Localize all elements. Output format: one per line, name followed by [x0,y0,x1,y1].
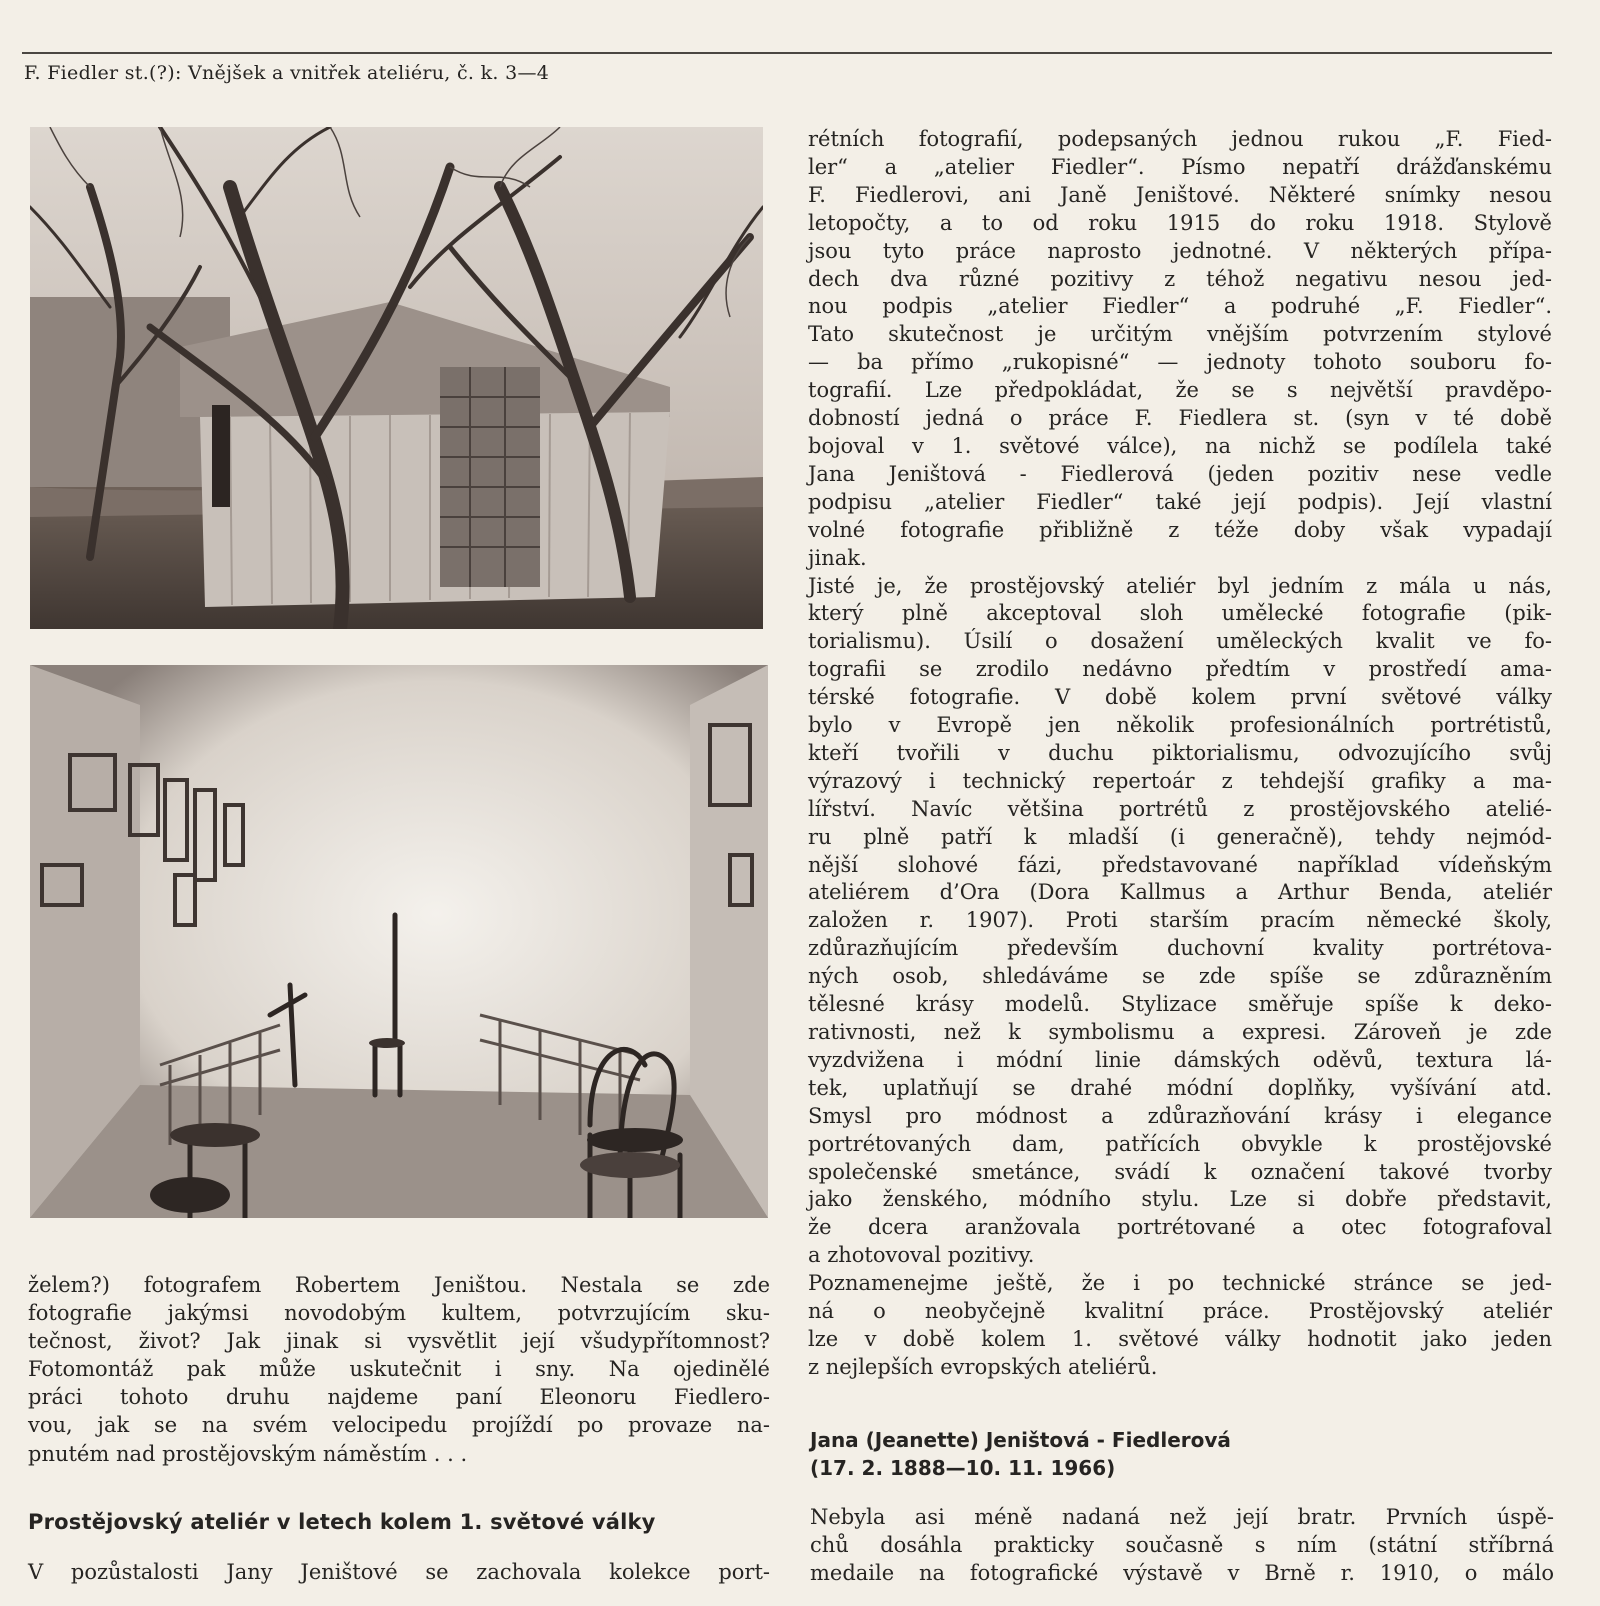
figure-caption: F. Fiedler st.(?): Vnějšek a vnitřek ateliéru, č. k. 3—4 [24,62,550,84]
text-line: z nejlepších evropských ateliérů. [808,1354,1158,1379]
text-line: kteří tvořili v duchu piktorialismu, odvozujícího svůj [808,740,1552,765]
text-line: tografií. Lze předpokládat, že se s největší pravděpo- [808,378,1552,403]
text-line: portrétovaných dam, patřících obvykle k prostějovské [808,1131,1552,1156]
text-line: — ba přímo „rukopisné“ — jednoty tohoto souboru fo- [808,350,1552,375]
text-line: medaile na fotografické výstavě v Brně r. 1910, o málo [810,1561,1554,1586]
text-line: Jisté je, že prostějovský ateliér byl jedním z mála u nás, [808,573,1552,598]
text-line: Smysl pro módnost a zdůrazňování krásy i elegance [808,1103,1552,1128]
text-line: térské fotografie. V době kolem první světové války [808,685,1552,710]
text-line: nou podpis „atelier Fiedler“ a podruhé „F. Fiedler“. [808,294,1552,319]
photo-studio-interior [30,665,768,1218]
text-line: Jana Jeništová - Fiedlerová (jeden pozitiv nese vedle [808,461,1552,486]
text-line: fotografie jakýmsi novodobým kultem, potvrzujícím sku- [28,1301,770,1326]
text-line: a zhotovoval pozitivy. [808,1243,1035,1268]
text-line: ná o neobyčejně kvalitní práce. Prostějovský ateliér [808,1299,1552,1324]
text-line: lze v době kolem 1. světové války hodnotit jako jeden [808,1326,1552,1351]
biography-dates: (17. 2. 1888—10. 11. 1966) [810,1456,1116,1480]
text-line: rativnosti, než k symbolismu a expresi. Zároveň je zde [808,1020,1552,1044]
text-line: V pozůstalosti Jany Jeništové se zachovala kolekce port- [28,1560,770,1584]
text-line: dobností jedná o práce F. Fiedlera st. (syn v té době [808,406,1552,431]
text-line: lířství. Navíc většina portrétů z prostějovského atelié- [808,796,1552,821]
text-line: podpisu „atelier Fiedler“ také její podpis). Její vlastní [808,489,1552,514]
text-line: Poznamenejme ještě, že i po technické stránce se jed- [808,1271,1552,1296]
text-line: založen r. 1907). Proti starším pracím německé školy, [808,908,1552,933]
text-line: tečnost, život? Jak jinak si vysvětlit její všudypřítomnost? [28,1329,770,1354]
text-line: želem?) fotografem Robertem Jeništou. Nestala se zde [28,1273,770,1297]
text-line: jako ženského, módního stylu. Lze si dobře představit, [808,1187,1552,1212]
text-line: rétních fotografií, podepsaných jednou rukou „F. Fied- [808,127,1552,151]
text-line: který plně akceptoval sloh umělecké fotografie (pik- [808,601,1552,626]
text-line: letopočty, a to od roku 1915 do roku 1918. Stylově [808,210,1552,235]
text-line: jsou tyto práce naprosto jednotné. V některých přípa- [808,238,1552,263]
text-line: chů dosáhla prakticky současně s ním (státní stříbrná [810,1533,1554,1558]
text-line: vou, jak se na svém velocipedu projíždí po provaze na- [28,1413,770,1438]
section-heading: Prostějovský ateliér v letech kolem 1. světové války [28,1510,656,1534]
text-line: ných osob, shledáváme se zde spíše se zdůrazněním [808,964,1552,989]
biography-text [810,1503,1554,1588]
text-line: společenské smetánce, svádí k označení takové tvorby [808,1159,1552,1184]
text-line: zdůrazňujícím především duchovní kvality portrétova- [808,936,1552,961]
text-line: Nebyla asi méně nadaná než její bratr. Prvních úspě- [810,1505,1554,1529]
text-line: tělesné krásy modelů. Stylizace směřuje spíše k deko- [808,992,1552,1017]
text-line: volné fotografie přibližně z téže doby však vypadají [808,517,1552,542]
text-line: nější slohové fázi, představované například vídeňským [808,852,1552,877]
text-line: bojoval v 1. světové válce), na nichž se podílela také [808,433,1552,458]
text-line: bylo v Evropě jen několik profesionálních portrétistů, [808,713,1552,738]
right-column-text [808,126,1552,1382]
text-line: ateliérem d’Ora (Dora Kallmus a Arthur Benda, ateliér [808,880,1552,905]
text-line: torialismu). Úsilí o dosažení uměleckých kvalit ve fo- [808,629,1552,654]
photo-studio-exterior [30,127,763,629]
biography-heading [810,1426,1231,1482]
text-line: ru plně patří k mladší (i generačně), tehdy nejmód- [808,824,1552,849]
text-line: výrazový i technický repertoár z tehdejší grafiky a ma- [808,768,1552,793]
text-line: F. Fiedlerovi, ani Janě Jeništové. Některé snímky nesou [808,182,1552,207]
text-line: ler“ a „atelier Fiedler“. Písmo nepatří drážďanskému [808,154,1552,179]
text-line: tek, uplatňují se drahé módní doplňky, vyšívání atd. [808,1075,1552,1100]
top-rule [22,52,1552,54]
left-column-text [28,1271,770,1468]
text-line: tografii se zrodilo nedávno předtím v prostředí ama- [808,657,1552,682]
text-line: pnutém nad prostějovským náměstím . . . [28,1441,468,1466]
text-line: že dcera aranžovala portrétované a otec fotografoval [808,1215,1552,1240]
text-line: dech dva různé pozitivy z téhož negativu nesou jed- [808,266,1552,291]
biography-name: Jana (Jeanette) Jeništová - Fiedlerová [810,1428,1231,1452]
text-line: Tato skutečnost je určitým vnějším potvrzením stylové [808,322,1552,347]
text-line: Fotomontáž pak může uskutečnit i sny. Na ojedinělé [28,1357,770,1382]
text-line: jinak. [808,545,867,570]
text-line: práci tohoto druhu najdeme paní Eleonoru Fiedlero- [28,1385,770,1410]
text-line: vyzdvižena i módní linie dámských oděvů, textura lá- [808,1047,1552,1072]
